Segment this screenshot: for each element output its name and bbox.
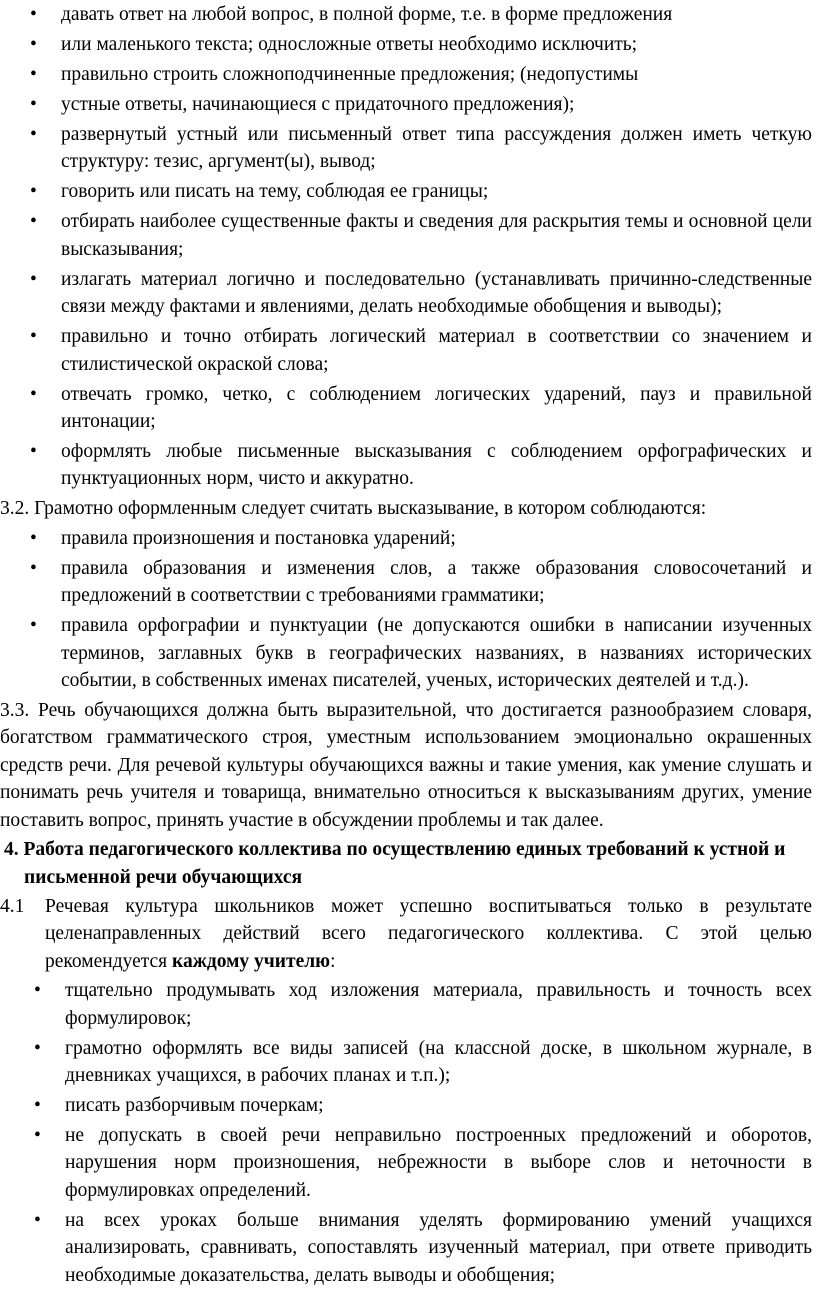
list-item: • на всех уроках больше внимания уделять формированию умений учащихся анализировать, сравнивать, сопоставлять изученный материал, при ответе приводить необходимые доказательства, делать выводы и обобщения; (65, 1207, 812, 1289)
paragraph-3-3: 3.3. Речь обучающихся должна быть выразительной, что достигается разнообразием словаря, богатством грамматического строя, уместным использованием эмоционально окрашенных средств речи. Для речевой культуры обучающихся важны и такие умения, как умение слушать и понимать речь учителя и товарища, внимательно относиться к высказываниям других, умение поставить вопрос, принять участие в обсуждении проблемы и так далее. (0, 700, 812, 831)
list-item: • развернутый устный или письменный ответ типа рассуждения должен иметь четкую структуру: тезис, аргумент(ы), вывод; (61, 121, 812, 176)
paragraph-tail: : (330, 950, 336, 972)
list-item: • устные ответы, начинающиеся с придаточного предложения); (61, 91, 812, 118)
list-item: • грамотно оформлять все виды записей (на классной доске, в школьном журнале, в дневниках учащихся, в рабочих планах и т.п.); (65, 1035, 812, 1090)
list-item: • правила произношения и постановка ударений; (61, 525, 812, 552)
list-item: • оформлять любые письменные высказывания с соблюдением орфографических и пунктуационных норм, чисто и аккуратно. (61, 438, 812, 493)
list-item: • давать ответ на любой вопрос, в полной форме, т.е. в форме предложения (61, 1, 812, 28)
list-item: • тщательно продумывать ход изложения материала, правильность и точность всех формулировок; (65, 977, 812, 1032)
list-item: • правильно и точно отбирать логический материал в соответствии со значением и стилистической окраской слова; (61, 323, 812, 378)
requirements-list (0, 1, 816, 493)
paragraph-number: 4.1 (0, 895, 25, 917)
paragraph-4-1 (0, 893, 812, 975)
list-item: • правила орфографии и пунктуации (не допускаются ошибки в написании изученных терминов, заглавных букв в географических названиях, в названиях исторических событии, в собственных именах писателей, ученых, исторических деятелей и т.д.). (61, 612, 812, 694)
teacher-recommendations-list (0, 977, 816, 1289)
literacy-rules-list (0, 525, 816, 695)
list-item: • говорить или писать на тему, соблюдая ее границы; (61, 178, 812, 205)
list-item: • или маленького текста; односложные ответы необходимо исключить; (61, 31, 812, 58)
emphasis-text: каждому учителю (172, 950, 331, 972)
list-item: • правильно строить сложноподчиненные предложения; (недопустимы (61, 61, 812, 88)
list-item: • писать разборчивым почеркам; (65, 1092, 812, 1119)
paragraph-text: Речевая культура школьников может успешно воспитываться только в результате целенаправленных действий всего педагогического коллектива. С этой целью рекомендуется (45, 895, 812, 972)
list-item: • отбирать наиболее существенные факты и сведения для раскрытия темы и основной цели высказывания; (61, 208, 812, 263)
list-item: • правила образования и изменения слов, а также образования словосочетаний и предложений в соответствии с требованиями грамматики; (61, 555, 812, 610)
paragraph-3-2: 3.2. Грамотно оформленным следует считать высказывание, в котором соблюдаются: (0, 498, 707, 520)
list-item: • не допускать в своей речи неправильно построенных предложений и оборотов, нарушения норм произношения, небрежности в выборе слов и неточности в формулировках определений. (65, 1122, 812, 1204)
list-item: • излагать материал логично и последовательно (устанавливать причинно-следственные связи между фактами и явлениями, делать необходимые обобщения и выводы); (61, 266, 812, 321)
section-heading-4: 4. Работа педагогического коллектива по осуществлению единых требований к устной и письменной речи обучающихся (4, 839, 786, 888)
list-item: • отвечать громко, четко, с соблюдением логических ударений, пауз и правильной интонации; (61, 381, 812, 436)
